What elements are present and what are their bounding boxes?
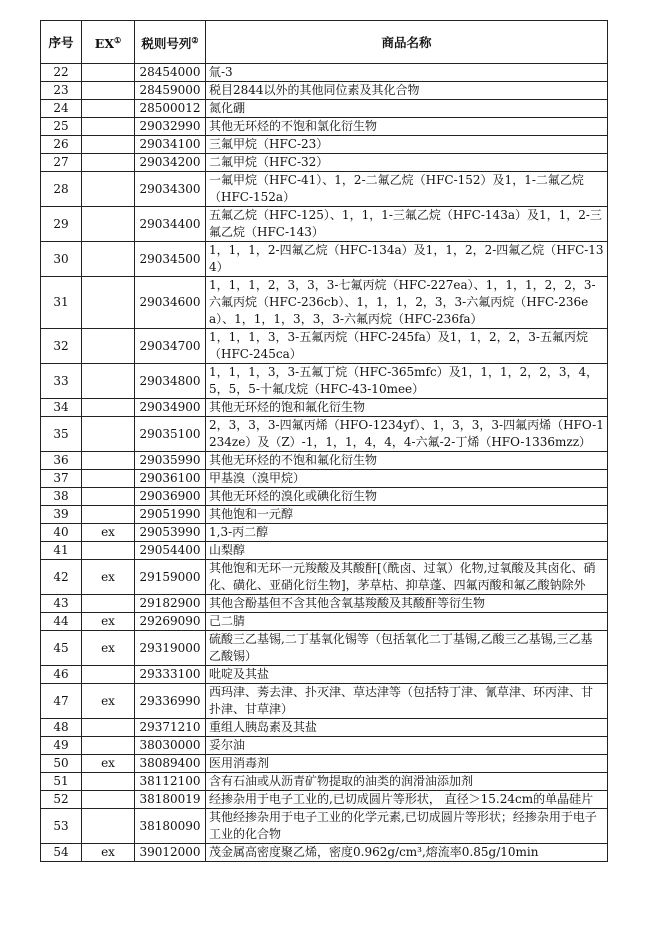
row-ex [82, 452, 135, 470]
row-seq: 29 [41, 207, 82, 242]
table-header-row [41, 21, 608, 64]
table-row [41, 755, 608, 773]
row-name: 西玛津、莠去津、扑灭津、草达津等（包括特丁津、氰草津、环丙津、甘扑津、甘草津） [206, 684, 608, 719]
header-name: 商品名称 [206, 21, 608, 64]
row-seq: 48 [41, 719, 82, 737]
row-ex [82, 719, 135, 737]
row-name: 山梨醇 [206, 542, 608, 560]
footnote-marker: ① [114, 34, 122, 45]
header-seq: 序号 [41, 21, 82, 64]
row-ex [82, 136, 135, 154]
row-ex [82, 773, 135, 791]
row-ex [82, 542, 135, 560]
row-code: 29034700 [135, 329, 206, 364]
row-name: 己二腈 [206, 613, 608, 631]
row-ex [82, 242, 135, 277]
row-name: 2，3，3，3-四氟丙烯（HFO-1234yf）、1，3，3，3-四氟丙烯（HFO-1234ze）及（Z）-1，1，1，4，4，4-六氟-2-丁烯（HFO-1336mzz） [206, 417, 608, 452]
row-seq: 27 [41, 154, 82, 172]
row-seq: 44 [41, 613, 82, 631]
row-ex [82, 470, 135, 488]
table-row [41, 524, 608, 542]
table-row [41, 737, 608, 755]
table-row [41, 666, 608, 684]
row-code: 29034100 [135, 136, 206, 154]
row-code: 29035100 [135, 417, 206, 452]
row-code: 29036100 [135, 470, 206, 488]
row-name: 重组人胰岛素及其盐 [206, 719, 608, 737]
row-name: 硫酸三乙基锡,二丁基氧化锡等（包括氧化二丁基锡,乙酸三乙基锡,三乙基乙酸锡） [206, 631, 608, 666]
row-ex [82, 488, 135, 506]
table-row [41, 118, 608, 136]
table-row [41, 791, 608, 809]
table-row [41, 595, 608, 613]
row-code: 28500012 [135, 100, 206, 118]
row-ex [82, 207, 135, 242]
row-ex: ex [82, 755, 135, 773]
row-code: 29054400 [135, 542, 206, 560]
row-code: 29034800 [135, 364, 206, 399]
row-code: 38180090 [135, 809, 206, 844]
row-seq: 36 [41, 452, 82, 470]
row-code: 29051990 [135, 506, 206, 524]
table-row [41, 100, 608, 118]
row-code: 29034300 [135, 172, 206, 207]
row-seq: 24 [41, 100, 82, 118]
row-seq: 54 [41, 844, 82, 862]
row-name: 三氟甲烷（HFC-23） [206, 136, 608, 154]
row-seq: 42 [41, 560, 82, 595]
row-ex: ex [82, 524, 135, 542]
row-name: 其他无环烃的饱和氟化衍生物 [206, 399, 608, 417]
row-code: 29036900 [135, 488, 206, 506]
row-ex [82, 100, 135, 118]
row-ex: ex [82, 613, 135, 631]
row-code: 29333100 [135, 666, 206, 684]
row-name: 1,3-丙二醇 [206, 524, 608, 542]
row-code: 29336990 [135, 684, 206, 719]
table-row [41, 773, 608, 791]
row-seq: 39 [41, 506, 82, 524]
header-ex: EX① [82, 21, 135, 64]
row-seq: 50 [41, 755, 82, 773]
row-ex [82, 329, 135, 364]
row-seq: 53 [41, 809, 82, 844]
row-seq: 30 [41, 242, 82, 277]
row-seq: 52 [41, 791, 82, 809]
row-code: 38112100 [135, 773, 206, 791]
table-row [41, 364, 608, 399]
row-ex: ex [82, 631, 135, 666]
row-name: 1，1，1，3，3-五氟丁烷（HFC-365mfc）及1，1，1，2，2，3，4，5，5，5-十氟戊烷（HFC-43-10mee） [206, 364, 608, 399]
row-code: 29182900 [135, 595, 206, 613]
row-code: 29034600 [135, 277, 206, 329]
row-code: 29034900 [135, 399, 206, 417]
row-ex [82, 118, 135, 136]
row-ex: ex [82, 560, 135, 595]
row-code: 29032990 [135, 118, 206, 136]
row-name: 1，1，1，2-四氟乙烷（HFC-134a）及1，1，2，2-四氟乙烷（HFC-134） [206, 242, 608, 277]
row-name: 其他含酚基但不含其他含氧基羧酸及其酸酐等衍生物 [206, 595, 608, 613]
table-row [41, 329, 608, 364]
table-row [41, 506, 608, 524]
footnote-marker: ② [191, 34, 199, 45]
header-code: 税则号列② [135, 21, 206, 64]
table-row [41, 82, 608, 100]
row-seq: 37 [41, 470, 82, 488]
row-name: 其他无环烃的不饱和氟化衍生物 [206, 452, 608, 470]
row-ex [82, 64, 135, 82]
row-seq: 43 [41, 595, 82, 613]
row-code: 29053990 [135, 524, 206, 542]
table-row [41, 207, 608, 242]
row-seq: 28 [41, 172, 82, 207]
row-seq: 45 [41, 631, 82, 666]
row-name: 其他经掺杂用于电子工业的化学元素,已切成圆片等形状；经掺杂用于电子工业的化合物 [206, 809, 608, 844]
row-name: 一氟甲烷（HFC-41）、1，2-二氟乙烷（HFC-152）及1，1-二氟乙烷（HFC-152a） [206, 172, 608, 207]
row-ex [82, 172, 135, 207]
table-row [41, 172, 608, 207]
row-code: 29034400 [135, 207, 206, 242]
row-name: 其他无环烃的溴化或碘化衍生物 [206, 488, 608, 506]
row-ex [82, 417, 135, 452]
row-name: 茂金属高密度聚乙烯，密度0.962g/cm³,熔流率0.85g/10min [206, 844, 608, 862]
row-seq: 32 [41, 329, 82, 364]
row-code: 29319000 [135, 631, 206, 666]
row-name: 二氟甲烷（HFC-32） [206, 154, 608, 172]
row-seq: 40 [41, 524, 82, 542]
row-ex: ex [82, 684, 135, 719]
row-name: 氚-3 [206, 64, 608, 82]
row-ex [82, 506, 135, 524]
row-ex [82, 154, 135, 172]
row-ex [82, 737, 135, 755]
row-name: 其他无环烃的不饱和氯化衍生物 [206, 118, 608, 136]
row-ex [82, 666, 135, 684]
row-name: 其他饱和一元醇 [206, 506, 608, 524]
row-code: 28459000 [135, 82, 206, 100]
row-name: 甲基溴（溴甲烷） [206, 470, 608, 488]
row-ex [82, 595, 135, 613]
row-seq: 33 [41, 364, 82, 399]
table-row [41, 684, 608, 719]
row-ex: ex [82, 844, 135, 862]
row-name: 其他饱和无环一元羧酸及其酸酐[（酰卤、过氧）化物,过氧酸及其卤化、硝化、磺化、亚硝化衍生物]，茅草枯、抑草蓬、四氟丙酸和氟乙酸钠除外 [206, 560, 608, 595]
table-row [41, 452, 608, 470]
table-row [41, 64, 608, 82]
row-seq: 41 [41, 542, 82, 560]
row-seq: 47 [41, 684, 82, 719]
table-row [41, 417, 608, 452]
row-code: 29035990 [135, 452, 206, 470]
table-row [41, 809, 608, 844]
row-seq: 25 [41, 118, 82, 136]
row-ex [82, 791, 135, 809]
row-seq: 23 [41, 82, 82, 100]
row-name: 五氟乙烷（HFC-125）、1，1，1-三氟乙烷（HFC-143a）及1，1，2-三氟乙烷（HFC-143） [206, 207, 608, 242]
row-code: 38089400 [135, 755, 206, 773]
row-code: 29034200 [135, 154, 206, 172]
table-row [41, 613, 608, 631]
table-row [41, 470, 608, 488]
table-row [41, 542, 608, 560]
row-name: 吡啶及其盐 [206, 666, 608, 684]
table-row [41, 242, 608, 277]
row-ex [82, 364, 135, 399]
table-row [41, 277, 608, 329]
row-name: 税目2844以外的其他同位素及其化合物 [206, 82, 608, 100]
commodity-table [40, 20, 608, 862]
row-seq: 46 [41, 666, 82, 684]
row-name: 氮化硼 [206, 100, 608, 118]
row-code: 29371210 [135, 719, 206, 737]
row-seq: 49 [41, 737, 82, 755]
table-row [41, 136, 608, 154]
row-seq: 35 [41, 417, 82, 452]
row-code: 29159000 [135, 560, 206, 595]
row-code: 29269090 [135, 613, 206, 631]
table-row [41, 844, 608, 862]
row-name: 医用消毒剂 [206, 755, 608, 773]
row-seq: 22 [41, 64, 82, 82]
row-seq: 51 [41, 773, 82, 791]
row-name: 妥尔油 [206, 737, 608, 755]
row-code: 29034500 [135, 242, 206, 277]
row-name: 1，1，1，3，3-五氟丙烷（HFC-245fa）及1，1，2，2，3-五氟丙烷（HFC-245ca） [206, 329, 608, 364]
row-code: 28454000 [135, 64, 206, 82]
table-row [41, 560, 608, 595]
row-ex [82, 399, 135, 417]
row-name: 经掺杂用于电子工业的,已切成圆片等形状， 直径＞15.24cm的单晶硅片 [206, 791, 608, 809]
row-seq: 31 [41, 277, 82, 329]
table-row [41, 399, 608, 417]
table-row [41, 154, 608, 172]
row-ex [82, 277, 135, 329]
row-ex [82, 809, 135, 844]
row-code: 39012000 [135, 844, 206, 862]
table-row [41, 488, 608, 506]
table-row [41, 631, 608, 666]
row-ex [82, 82, 135, 100]
row-name: 1，1，1，2，3，3，3-七氟丙烷（HFC-227ea）、1，1，1，2，2，3-六氟丙烷（HFC-236cb）、1，1，1，2，3，3-六氟丙烷（HFC-236ea）、1，1，1，3，3，3-六氟丙烷（HFC-236fa） [206, 277, 608, 329]
row-code: 38030000 [135, 737, 206, 755]
row-seq: 26 [41, 136, 82, 154]
table-row [41, 719, 608, 737]
row-code: 38180019 [135, 791, 206, 809]
row-seq: 34 [41, 399, 82, 417]
row-seq: 38 [41, 488, 82, 506]
row-name: 含有石油或从沥青矿物提取的油类的润滑油添加剂 [206, 773, 608, 791]
